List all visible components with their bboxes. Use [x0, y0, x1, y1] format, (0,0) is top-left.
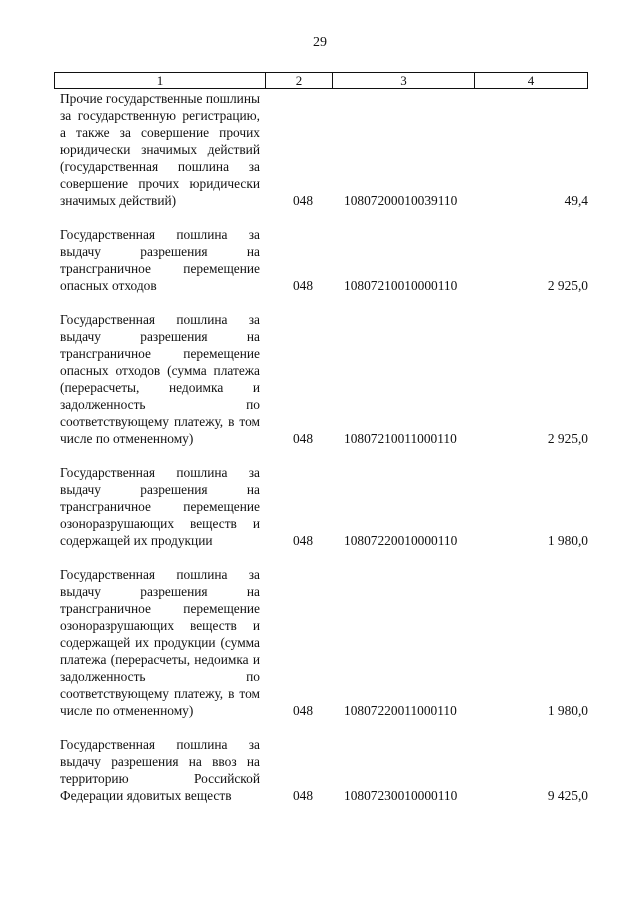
- row-amount: 1 980,0: [547, 703, 588, 718]
- row-description: Государственная пошлина за выдачу разрешения на трансграничное перемещение озоноразрушающих веществ и содержащей их продукции: [60, 465, 260, 548]
- row-description: Государственная пошлина за выдачу разрешения на трансграничное перемещение озоноразрушающих веществ и содержащей их продукции (сумма платежа (перерасчеты, недоимка и задолженность по соответствующему платежу, в том числе по отмененному): [60, 567, 260, 718]
- row-budget-code: 10807210010000110: [344, 278, 458, 293]
- table-row: [54, 90, 588, 209]
- row-admin-code: 048: [292, 431, 314, 446]
- row-budget-code: 10807200010039110: [344, 193, 458, 208]
- row-amount: 1 980,0: [547, 533, 588, 548]
- row-description: Государственная пошлина за выдачу разрешения на трансграничное перемещение опасных отходов: [60, 227, 260, 293]
- row-description: Государственная пошлина за выдачу разрешения на ввоз на территорию Российской Федерации ядовитых веществ: [60, 737, 260, 803]
- row-admin-code: 048: [292, 703, 314, 718]
- table-header: [54, 72, 588, 89]
- row-budget-code: 10807210011000110: [344, 431, 457, 446]
- row-amount: 49,4: [564, 193, 588, 208]
- column-header-3: 3: [333, 73, 475, 88]
- row-admin-code: 048: [292, 788, 314, 803]
- table-row: [54, 566, 588, 719]
- row-amount: 2 925,0: [547, 431, 588, 446]
- column-header-4: 4: [527, 73, 535, 88]
- table-row: [54, 311, 588, 447]
- row-admin-code: 048: [292, 193, 314, 208]
- row-budget-code: 10807230010000110: [344, 788, 458, 803]
- row-admin-code: 048: [292, 278, 314, 293]
- page-number: 29: [313, 35, 327, 50]
- table-row: [54, 736, 588, 804]
- row-amount: 9 425,0: [547, 788, 588, 803]
- row-budget-code: 10807220011000110: [344, 703, 457, 718]
- row-description: Прочие государственные пошлины за государственную регистрацию, а также за совершение прочих юридически значимых действий (государственная пошлина за совершение прочих юридически значимых действий): [60, 91, 260, 208]
- row-admin-code: 048: [292, 533, 314, 548]
- column-header-1: 1: [55, 73, 266, 88]
- row-description: Государственная пошлина за выдачу разрешения на трансграничное перемещение опасных отходов (сумма платежа (перерасчеты, недоимка и задолженность по соответствующему платежу, в том числе по отмененному): [60, 312, 260, 446]
- row-amount: 2 925,0: [547, 278, 588, 293]
- table-row: [54, 464, 588, 549]
- row-budget-code: 10807220010000110: [344, 533, 458, 548]
- column-header-2: 2: [266, 73, 333, 88]
- table-body: [54, 90, 588, 821]
- table-row: [54, 226, 588, 294]
